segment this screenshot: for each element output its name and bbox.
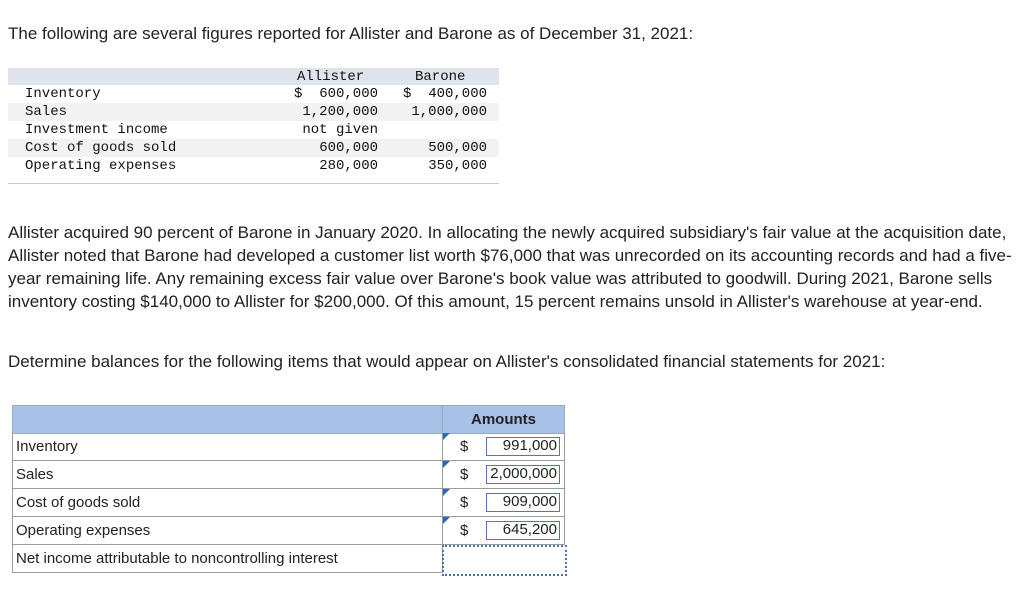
figures-row — [8, 157, 499, 175]
row-label: Cost of goods sold — [25, 140, 177, 156]
allister-value: 600,000 — [319, 140, 378, 156]
figures-row — [8, 103, 499, 121]
answer-input[interactable]: 909,000 — [486, 493, 560, 512]
answer-input-empty[interactable] — [442, 545, 567, 576]
figures-row — [8, 85, 499, 103]
answer-flag-icon — [443, 461, 450, 468]
figures-table — [8, 68, 499, 184]
table-divider — [8, 175, 499, 184]
figures-row — [8, 139, 499, 157]
row-label: Inventory — [25, 86, 101, 102]
figures-header — [8, 68, 499, 85]
answer-row-label — [12, 545, 443, 573]
answer-row-label — [12, 433, 443, 461]
currency-symbol: $ — [460, 466, 469, 483]
header-allister: Allister — [297, 69, 365, 85]
row-label: Operating expenses — [25, 158, 177, 174]
answer-input[interactable]: 2,000,000 — [486, 465, 560, 484]
intro-text: The following are several figures reported for Allister and Barone as of December 31, 2021: — [8, 24, 694, 43]
question-prompt: Determine balances for the following items that would appear on Allister's consolidated financial statements for 2021: — [8, 352, 886, 371]
problem-paragraph: Allister acquired 90 percent of Barone in January 2020. In allocating the newly acquired subsidiary's fair value at the acquisition date, Allister noted that Barone had developed a customer list worth $76,000 that was unrecorded on its accounting records and had a five-year remaining life. Any remaining excess fair value over Barone's book value was attributed to goodwill. During 2021, Barone sells inventory costing $140,000 to Allister for $200,000. Of this amount, 15 percent remains unsold in Allister's warehouse at year-end. — [8, 223, 1012, 311]
row-label: Inventory — [16, 438, 78, 455]
answer-flag-icon — [443, 489, 450, 496]
answer-cell[interactable] — [442, 461, 565, 489]
row-label: Net income attributable to noncontrolling interest — [16, 550, 338, 567]
barone-value: 1,000,000 — [411, 104, 487, 120]
answer-row-label — [12, 489, 443, 517]
barone-value: $ 400,000 — [402, 86, 487, 102]
allister-value: 280,000 — [319, 158, 378, 174]
row-label: Sales — [25, 104, 68, 120]
currency-symbol: $ — [460, 438, 469, 455]
row-label: Cost of goods sold — [16, 494, 141, 511]
amounts-header: Amounts — [442, 405, 565, 434]
allister-value: $ 600,000 — [293, 86, 378, 102]
answer-flag-icon — [443, 433, 450, 440]
answer-row-label — [12, 517, 443, 545]
currency-symbol: $ — [460, 494, 469, 511]
answer-header-blank — [12, 405, 443, 434]
barone-value: 350,000 — [428, 158, 487, 174]
answer-cell[interactable] — [442, 517, 565, 545]
row-label: Sales — [16, 466, 54, 483]
answer-cell[interactable] — [442, 433, 565, 461]
answer-input[interactable]: 991,000 — [486, 437, 560, 456]
figures-row — [8, 121, 499, 139]
answer-input[interactable]: 645,200 — [486, 521, 560, 540]
row-label: Operating expenses — [16, 522, 151, 539]
allister-value: not given — [302, 122, 378, 138]
answer-row-label — [12, 461, 443, 489]
header-barone: Barone — [415, 69, 466, 85]
allister-value: 1,200,000 — [302, 104, 378, 120]
barone-value: 500,000 — [428, 140, 487, 156]
row-label: Investment income — [25, 122, 168, 138]
answer-cell[interactable] — [442, 489, 565, 517]
answer-flag-icon — [443, 517, 450, 524]
currency-symbol: $ — [460, 522, 469, 539]
